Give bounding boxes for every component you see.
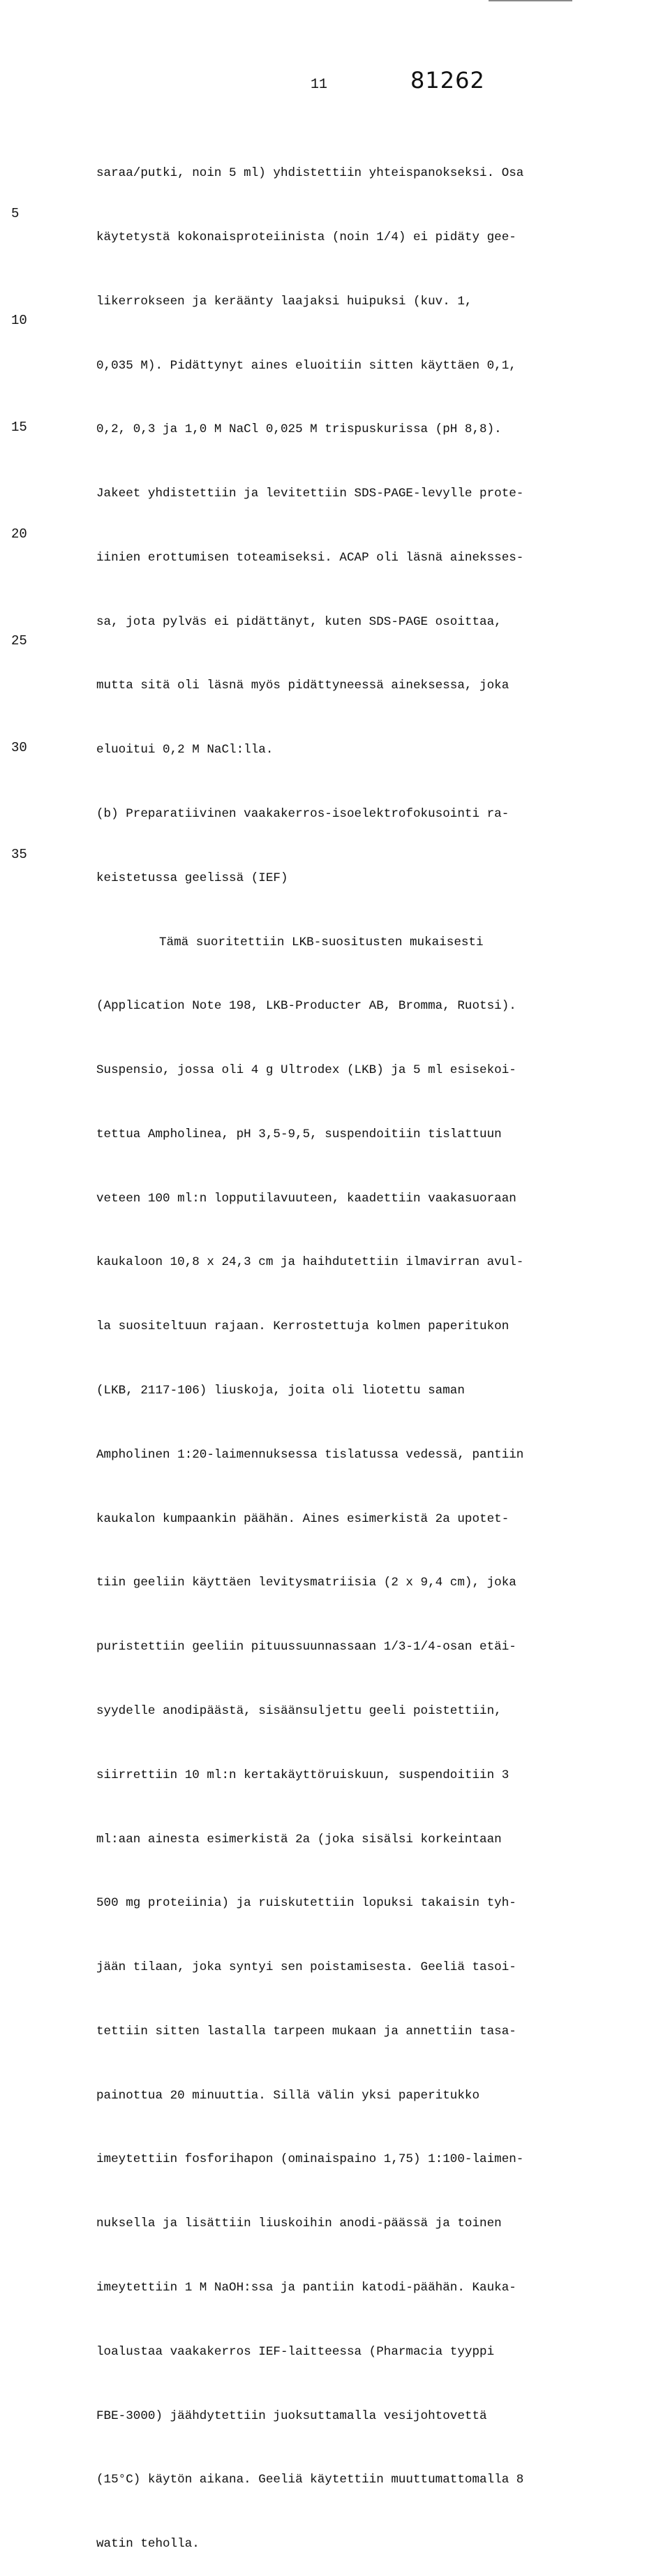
text-line: syydelle anodipäästä, sisäänsuljettu geeli poistettiin, bbox=[96, 1703, 502, 1718]
text-line: (15°C) käytön aikana. Geeliä käytettiin muuttumattomalla 8 bbox=[96, 2473, 524, 2487]
text-line: 0,2, 0,3 ja 1,0 M NaCl 0,025 M trispuskurissa (pH 8,8). bbox=[96, 422, 502, 437]
text-line: la suositeltuun rajaan. Kerrostettuja kolmen paperitukon bbox=[96, 1319, 509, 1334]
text-line: veteen 100 ml:n lopputilavuuteen, kaadettiin vaakasuoraan bbox=[96, 1191, 516, 1206]
top-scan-mark bbox=[489, 0, 572, 1]
text-line: eluoitui 0,2 M NaCl:lla. bbox=[96, 743, 274, 757]
line-number: 10 bbox=[11, 313, 27, 328]
text-line: (LKB, 2117-106) liuskoja, joita oli liotettu saman bbox=[96, 1384, 465, 1398]
text-line: saraa/putki, noin 5 ml) yhdistettiin yhteispanokseksi. Osa bbox=[96, 166, 524, 181]
text-line: loalustaa vaakakerros IEF-laitteessa (Pharmacia tyyppi bbox=[96, 2344, 495, 2359]
line-number: 5 bbox=[11, 206, 20, 221]
line-number: 25 bbox=[11, 633, 27, 649]
text-line: Ampholinen 1:20-laimennuksessa tislatussa vedessä, pantiin bbox=[96, 1447, 524, 1462]
page-number: 11 bbox=[311, 77, 328, 93]
text-line: ml:aan ainesta esimerkistä 2a (joka sisälsi korkeintaan bbox=[96, 1832, 502, 1846]
text-line: (Application Note 198, LKB-Producter AB, Bromma, Ruotsi). bbox=[96, 999, 516, 1014]
text-line: tiin geeliin käyttäen levitysmatriisia (2 x 9,4 cm), joka bbox=[96, 1576, 516, 1590]
text-line: nuksella ja lisättiin liuskoihin anodi-päässä ja toinen bbox=[96, 2216, 502, 2231]
text-line: Tämä suoritettiin LKB-suositusten mukaisesti bbox=[159, 935, 484, 949]
text-line: puristettiin geeliin pituussuunnassaan 1/3-1/4-osan etäi- bbox=[96, 1640, 516, 1655]
text-line: siirrettiin 10 ml:n kertakäyttöruiskuun, suspendoitiin 3 bbox=[96, 1768, 509, 1782]
text-line: Suspensio, jossa oli 4 g Ultrodex (LKB) ja 5 ml esisekoi- bbox=[96, 1063, 516, 1078]
document-number: 81262 bbox=[410, 67, 485, 94]
document-body bbox=[96, 120, 658, 2576]
line-number: 20 bbox=[11, 526, 27, 542]
text-line: likerrokseen ja keräänty laajaksi huipuksi (kuv. 1, bbox=[96, 294, 472, 309]
text-line: FBE-3000) jäähdytettiin juoksuttamalla vesijohtovettä bbox=[96, 2408, 487, 2423]
text-line: kaukalon kumpaankin päähän. Aines esimerkistä 2a upotet- bbox=[96, 1511, 509, 1526]
text-line: imeytettiin fosforihapon (ominaispaino 1,75) 1:100-laimen- bbox=[96, 2152, 524, 2167]
line-number: 35 bbox=[11, 847, 27, 862]
text-line: tettua Ampholinea, pH 3,5-9,5, suspendoitiin tislattuun bbox=[96, 1127, 502, 1141]
text-line: käytetystä kokonaisproteiinista (noin 1/4) ei pidäty gee- bbox=[96, 230, 516, 244]
text-line: Jakeet yhdistettiin ja levitettiin SDS-PAGE-levylle prote- bbox=[96, 487, 524, 501]
line-number: 15 bbox=[11, 420, 27, 435]
text-line: mutta sitä oli läsnä myös pidättyneessä aineksessa, joka bbox=[96, 679, 509, 693]
text-line: tettiin sitten lastalla tarpeen mukaan ja annettiin tasa- bbox=[96, 2024, 516, 2038]
text-line: iinien erottumisen toteamiseksi. ACAP oli läsnä aineksses- bbox=[96, 550, 524, 565]
line-number: 30 bbox=[11, 740, 27, 755]
text-line: imeytettiin 1 M NaOH:ssa ja pantiin katodi-päähän. Kauka- bbox=[96, 2280, 516, 2295]
text-line: sa, jota pylväs ei pidättänyt, kuten SDS-PAGE osoittaa, bbox=[96, 614, 502, 629]
section-heading-line: keistetussa geelissä (IEF) bbox=[96, 871, 288, 885]
section-heading-line: (b) Preparatiivinen vaakakerros-isoelektrofokusointi ra- bbox=[96, 807, 509, 821]
text-line: watin teholla. bbox=[96, 2537, 200, 2552]
text-line: painottua 20 minuuttia. Sillä välin yksi paperitukko bbox=[96, 2088, 480, 2103]
text-line: jään tilaan, joka syntyi sen poistamisesta. Geeliä tasoi- bbox=[96, 1960, 516, 1975]
text-line: 500 mg proteiinia) ja ruiskutettiin lopuksi takaisin tyh- bbox=[96, 1896, 516, 1911]
text-line: 0,035 M). Pidättynyt aines eluoitiin sitten käyttäen 0,1, bbox=[96, 358, 516, 373]
text-line: kaukaloon 10,8 x 24,3 cm ja haihdutettiin ilmavirran avul- bbox=[96, 1255, 524, 1270]
